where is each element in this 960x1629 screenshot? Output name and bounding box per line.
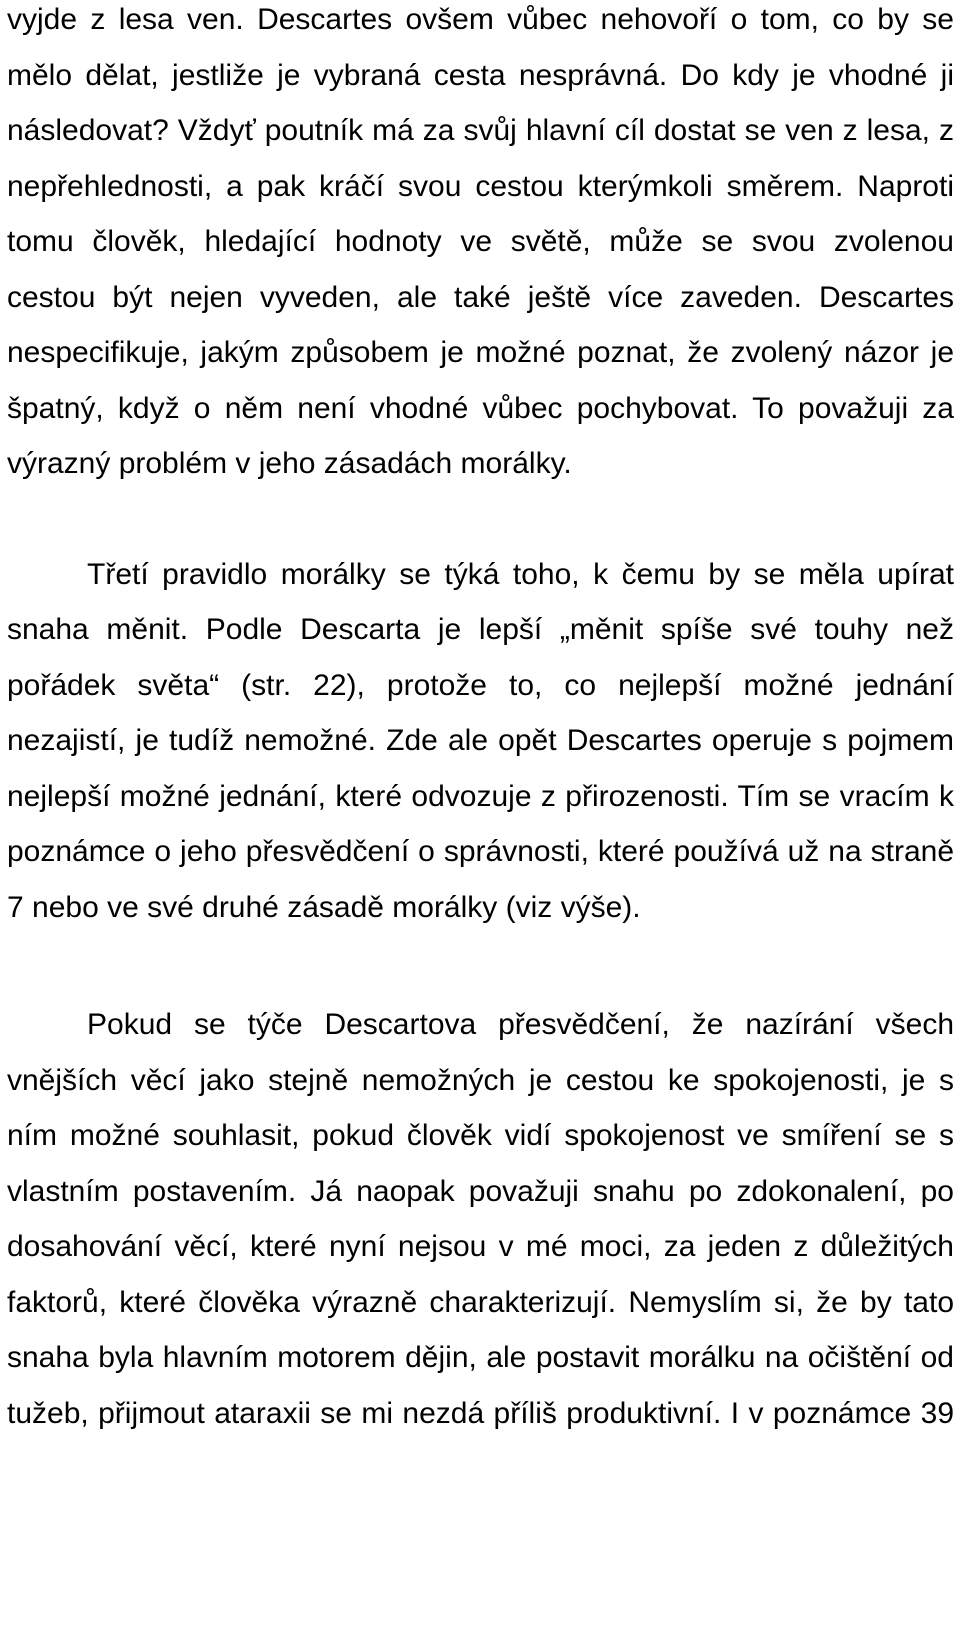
- paragraph-gap: [7, 492, 954, 547]
- paragraph-contentment: Pokud se týče Descartova přesvědčení, že nazírání všech vnějších věcí jako stejně nemožných je cestou ke spokojenosti, je s ním možné souhlasit, pokud člověk vidí spokojenost ve smíření se s vlastním postavením. Já naopak považuji snahu po zdokonalení, po dosahování věcí, které nyní nejsou v mé moci, za jeden z důležitých faktorů, které člověka výrazně charakterizují. Nemyslím si, že by tato snaha byla hlavním motorem dějin, ale postavit morálku na očištění od tužeb, přijmout ataraxii se mi nezdá příliš produktivní. I v poznámce 39: [7, 1008, 954, 1430]
- paragraph-descartes-path: vyjde z lesa ven. Descartes ovšem vůbec nehovoří o tom, co by se mělo dělat, jestliže je vybraná cesta nesprávná. Do kdy je vhodné ji následovat? Vždyť poutník má za svůj hlavní cíl dostat se ven z lesa, z nepřehlednosti, a pak kráčí svou cestou kterýmkoli směrem. Naproti tomu člověk, hledající hodnoty ve světě, může se svou zvolenou cestou být nejen vyveden, ale také ještě více zaveden. Descartes nespecifikuje, jakým způsobem je možné poznat, že zvolený názor je špatný, když o něm není vhodné vůbec pochybovat. To považuji za výrazný problém v jeho zásadách morálky.: [7, 3, 954, 480]
- paragraph-third-rule: Třetí pravidlo morálky se týká toho, k čemu by se měla upírat snaha měnit. Podle Descarta je lepší „měnit spíše své touhy než pořádek světa“ (str. 22), protože to, co nejlepší možné jednání nezajistí, je tudíž nemožné. Zde ale opět Descartes operuje s pojmem nejlepší možné jednání, které odvozuje z přirozenosti. Tím se vracím k poznámce o jeho přesvědčení o správnosti, které používá už na straně 7 nebo ve své druhé zásadě morálky (viz výše).: [7, 557, 954, 924]
- paragraph-gap: [7, 935, 954, 997]
